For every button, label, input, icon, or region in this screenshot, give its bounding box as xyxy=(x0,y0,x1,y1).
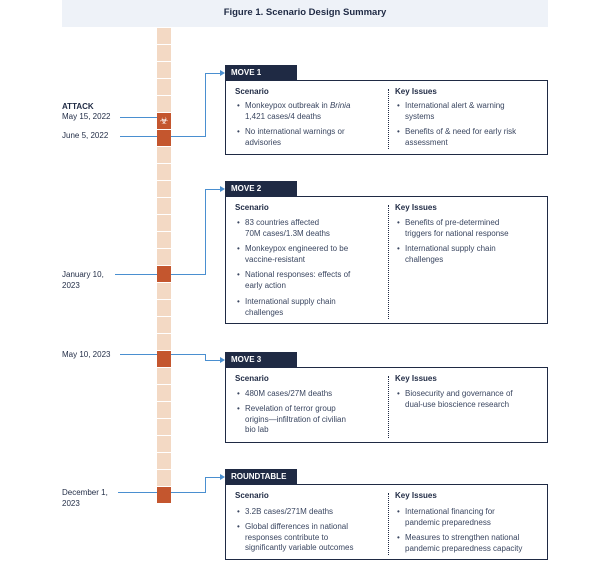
move2-tag: MOVE 2 xyxy=(225,181,297,196)
date-jan-2023-line1: January 10, xyxy=(62,270,104,279)
move2-issue-item xyxy=(395,218,545,239)
timeline-cell xyxy=(157,300,171,317)
move2-issue-text: triggers for national response xyxy=(405,228,509,238)
roundtable-issue-text: Measures to strengthen national xyxy=(405,533,520,542)
timeline-cell xyxy=(157,402,171,419)
biohazard-icon: ☣ xyxy=(159,116,169,127)
move3-divider xyxy=(388,376,389,438)
roundtable-connector-h2 xyxy=(205,477,220,478)
june-connector xyxy=(120,136,157,137)
move3-issue-item xyxy=(395,389,545,410)
move1-issue-item xyxy=(395,101,545,122)
move3-issue-text: Biosecurity and governance of xyxy=(405,389,513,398)
timeline-event-cell xyxy=(157,351,171,368)
move3-tag: MOVE 3 xyxy=(225,352,297,367)
move3-scenario-text: Revelation of terror group xyxy=(245,404,336,413)
timeline-cell xyxy=(157,470,171,487)
roundtable-scenario-heading: Scenario xyxy=(235,491,269,500)
roundtable-connector-h1 xyxy=(171,492,205,493)
move1-issues-heading: Key Issues xyxy=(395,87,437,96)
roundtable-issues-heading: Key Issues xyxy=(395,491,437,500)
date-dec-2023-line1: December 1, xyxy=(62,488,108,497)
move2-scenario-text: Monkeypox engineered to be xyxy=(245,244,349,253)
roundtable-issue-text: pandemic preparedness xyxy=(405,517,491,527)
timeline-cell xyxy=(157,198,171,215)
move3-connector-h2 xyxy=(205,360,220,361)
move2-scenario-item xyxy=(235,270,385,291)
move2-connector-h2 xyxy=(205,189,220,190)
jan-connector xyxy=(115,274,157,275)
move1-issue-item xyxy=(395,127,545,148)
roundtable-issue-item xyxy=(395,507,545,528)
move2-scenario-text: early action xyxy=(245,280,286,290)
move1-scenario-heading: Scenario xyxy=(235,87,269,96)
roundtable-scenario-item xyxy=(235,522,385,554)
move1-tag: MOVE 1 xyxy=(225,65,297,80)
move2-scenario-item xyxy=(235,297,385,318)
timeline-cell xyxy=(157,45,171,62)
timeline-cell xyxy=(157,147,171,164)
roundtable-issue-text: pandemic preparedness capacity xyxy=(405,543,523,553)
timeline-cell xyxy=(157,283,171,300)
timeline-cell xyxy=(157,62,171,79)
move1-connector-v xyxy=(205,73,206,137)
move2-issue-text: International supply chain xyxy=(405,244,496,253)
move1-connector-h1 xyxy=(171,136,205,137)
may-connector xyxy=(120,354,157,355)
roundtable-issue-item xyxy=(395,533,545,554)
roundtable-scenario-text: 3.2B cases/271M deaths xyxy=(245,507,334,516)
roundtable-scenario-text: responses contribute to xyxy=(245,532,329,542)
move3-scenario-text: origins—infiltration of civilian xyxy=(245,414,346,424)
timeline-cell xyxy=(157,249,171,266)
move3-scenario-item xyxy=(235,404,385,436)
move2-scenario-text: vaccine-resistant xyxy=(245,254,306,264)
move2-issue-text: challenges xyxy=(405,254,444,264)
move1-issue-text: International alert & warning xyxy=(405,101,505,110)
roundtable-scenario-text: Global differences in national xyxy=(245,522,349,531)
move2-issue-text: Benefits of pre-determined xyxy=(405,218,500,227)
timeline-cell xyxy=(157,368,171,385)
roundtable-connector-v xyxy=(205,477,206,493)
move2-box xyxy=(225,196,548,324)
timeline-cell xyxy=(157,181,171,198)
move2-connector-h1 xyxy=(171,274,205,275)
attack-date: May 15, 2022 xyxy=(62,112,111,121)
move3-scenario-item xyxy=(235,389,385,400)
move2-scenario-text: 83 countries affected xyxy=(245,218,320,227)
timeline-cell xyxy=(157,436,171,453)
timeline-event-cell xyxy=(157,266,171,283)
move1-issue-text: Benefits of & need for early risk xyxy=(405,127,517,136)
timeline-event-cell xyxy=(157,130,171,147)
timeline-cell xyxy=(157,385,171,402)
timeline-cell xyxy=(157,164,171,181)
move3-connector-h1 xyxy=(171,354,205,355)
move1-connector-h2 xyxy=(205,73,220,74)
move2-issue-item xyxy=(395,244,545,265)
move1-box xyxy=(225,80,548,155)
move2-connector-v xyxy=(205,189,206,275)
timeline-cell xyxy=(157,232,171,249)
move1-scenario-emphasis: Brinia xyxy=(329,101,351,110)
move1-scenario-item xyxy=(235,101,385,122)
move3-scenario-text: 480M cases/27M deaths xyxy=(245,389,333,398)
figure-title: Figure 1. Scenario Design Summary xyxy=(223,7,387,18)
move1-issue-text: assessment xyxy=(405,137,448,147)
move3-issue-text: dual-use bioscience research xyxy=(405,399,510,409)
move2-scenario-text: National responses: effects of xyxy=(245,270,351,279)
roundtable-box xyxy=(225,484,548,560)
move2-divider xyxy=(388,205,389,319)
dec-connector xyxy=(118,492,157,493)
move2-scenario-text: 70M cases/1.3M deaths xyxy=(245,228,330,238)
timeline-cell xyxy=(157,317,171,334)
timeline-cell xyxy=(157,96,171,113)
move2-scenario-text: International supply chain xyxy=(245,297,336,306)
roundtable-tag: ROUNDTABLE xyxy=(225,469,297,484)
roundtable-scenario-text: significantly variable outcomes xyxy=(245,543,354,552)
attack-label: ATTACK xyxy=(62,102,94,111)
move1-divider xyxy=(388,89,389,149)
move2-scenario-text: challenges xyxy=(245,307,284,317)
move1-scenario-item xyxy=(235,127,385,148)
move2-scenario-item xyxy=(235,218,385,239)
timeline-event-cell xyxy=(157,487,171,504)
timeline-cell xyxy=(157,215,171,232)
move2-scenario-item xyxy=(235,244,385,265)
date-jan-2023-line2: 2023 xyxy=(62,281,80,290)
move3-scenario-heading: Scenario xyxy=(235,374,269,383)
move1-issue-text: systems xyxy=(405,111,435,121)
move2-issues-heading: Key Issues xyxy=(395,203,437,212)
timeline-cell xyxy=(157,453,171,470)
date-may-2023: May 10, 2023 xyxy=(62,350,111,359)
move3-issues-heading: Key Issues xyxy=(395,374,437,383)
move3-box xyxy=(225,367,548,443)
attack-connector xyxy=(120,117,157,118)
move1-scenario-text: 1,421 cases/4 deaths xyxy=(245,111,322,121)
date-dec-2023-line2: 2023 xyxy=(62,499,80,508)
roundtable-issue-text: International financing for xyxy=(405,507,495,516)
timeline-cell xyxy=(157,419,171,436)
roundtable-divider xyxy=(388,493,389,555)
move2-scenario-heading: Scenario xyxy=(235,203,269,212)
move1-scenario-text: Monkeypox outbreak in xyxy=(245,101,330,110)
date-june-2022: June 5, 2022 xyxy=(62,131,109,140)
timeline-cell xyxy=(157,334,171,351)
move1-scenario-text: advisories xyxy=(245,137,282,147)
move1-scenario-text: No international warnings or xyxy=(245,127,345,136)
roundtable-scenario-item xyxy=(235,507,385,518)
timeline-cell xyxy=(157,28,171,45)
move3-scenario-text: bio lab xyxy=(245,425,269,434)
timeline-cell xyxy=(157,79,171,96)
